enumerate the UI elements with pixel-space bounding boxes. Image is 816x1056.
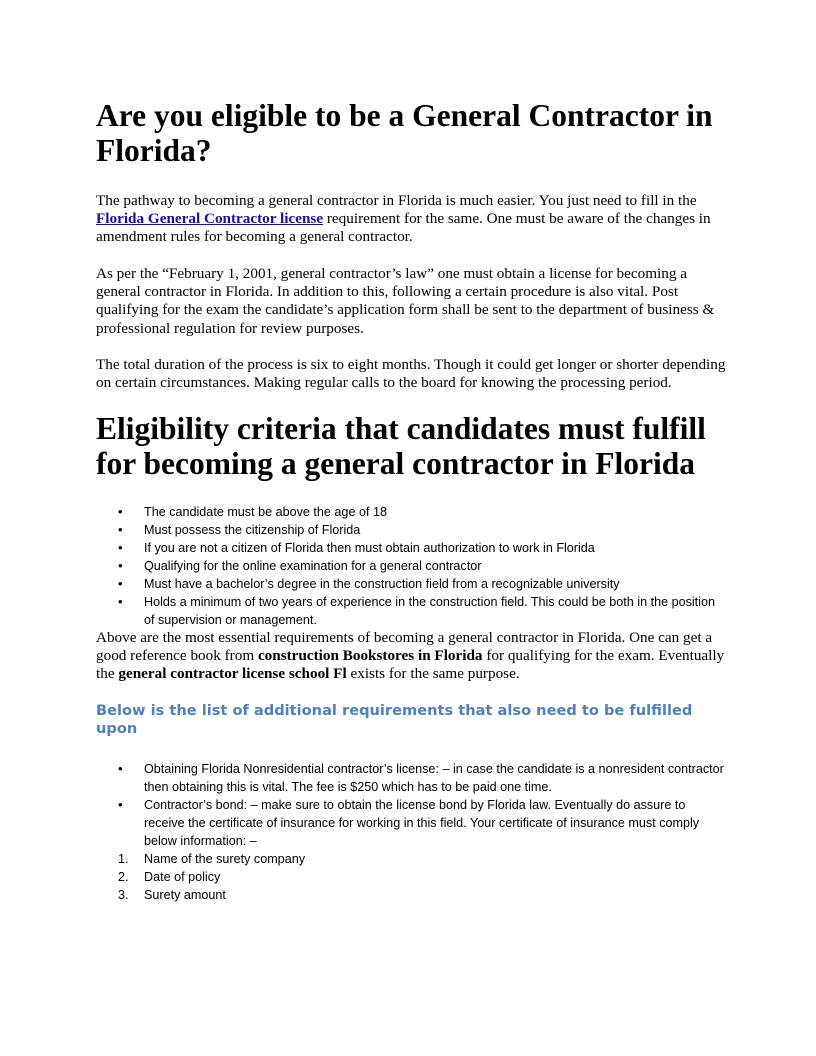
numbered-list	[96, 850, 726, 904]
list-item: • Must have a bachelor’s degree in the construction field from a recognizable university	[96, 575, 726, 593]
list-text: Date of policy	[144, 870, 221, 884]
list-item	[96, 886, 726, 904]
heading-eligible: Are you eligible to be a General Contractor in Florida?	[96, 98, 713, 168]
list-item: • Must possess the citizenship of Florida	[96, 521, 726, 539]
duration-paragraph: The total duration of the process is six to eight months. Though it could get longer or shorter depending on certain circumstances. Making regular calls to the board for knowing the processing period.	[96, 356, 726, 392]
list-number: 2.	[118, 870, 129, 884]
list-text: Name of the surety company	[144, 852, 305, 866]
list-item: • Obtaining Florida Nonresidential contractor’s license: – in case the candidate is a nonresident contractor then obtaining this is vital. The fee is $250 which has to be paid one time.	[96, 760, 726, 796]
list-number: 1.	[118, 852, 129, 866]
list-text: Surety amount	[144, 888, 226, 902]
criteria-list	[96, 503, 726, 629]
additional-list	[96, 760, 726, 850]
list-item: • Qualifying for the online examination for a general contractor	[96, 557, 726, 575]
list-number: 3.	[118, 888, 129, 902]
list-item: • Contractor’s bond: – make sure to obtain the license bond by Florida law. Eventually do assure to receive the certificate of insurance for working in this field. Your certificate of insurance must comply below information: –	[96, 796, 726, 850]
intro-text-after: requirement for the same. One must be aware of the changes in amendment rules for becoming a general contractor.	[96, 210, 711, 246]
requirements-paragraph	[96, 629, 726, 684]
req-text-1: Above are the most essential requirements of becoming a general contractor in Florida. One can get a good reference book from	[96, 629, 713, 665]
florida-license-link[interactable]: Florida General Contractor license	[96, 210, 324, 228]
req-text-2: for qualifying for the exam. Eventually the	[96, 647, 725, 683]
list-item	[96, 868, 726, 886]
heading-additional: Below is the list of additional requirements that also need to be fulfilled upon	[96, 702, 693, 737]
heading-criteria: Eligibility criteria that candidates must fulfill for becoming a general contractor in Florida	[96, 411, 706, 481]
list-item: • The candidate must be above the age of 18	[96, 503, 726, 521]
bookstores-bold: construction Bookstores in Florida	[257, 647, 483, 665]
list-item: • If you are not a citizen of Florida then must obtain authorization to work in Florida	[96, 539, 726, 557]
list-item: • Holds a minimum of two years of experience in the construction field. This could be both in the position of supervision or management.	[96, 593, 726, 629]
license-school-bold: general contractor license school Fl	[118, 665, 347, 683]
list-item	[96, 850, 726, 868]
document-page	[96, 98, 726, 904]
intro-text-before: The pathway to becoming a general contractor in Florida is much easier. You just need to fill in the	[96, 192, 697, 209]
req-text-3: exists for the same purpose.	[346, 665, 520, 683]
law-paragraph: As per the “February 1, 2001, general contractor’s law” one must obtain a license for becoming a general contractor in Florida. In addition to this, following a certain procedure is also vital. Post qualifying for the exam the candidate’s application form shall be sent to the department of business & professional regulation for review purposes.	[96, 265, 715, 337]
intro-paragraph	[96, 192, 726, 247]
